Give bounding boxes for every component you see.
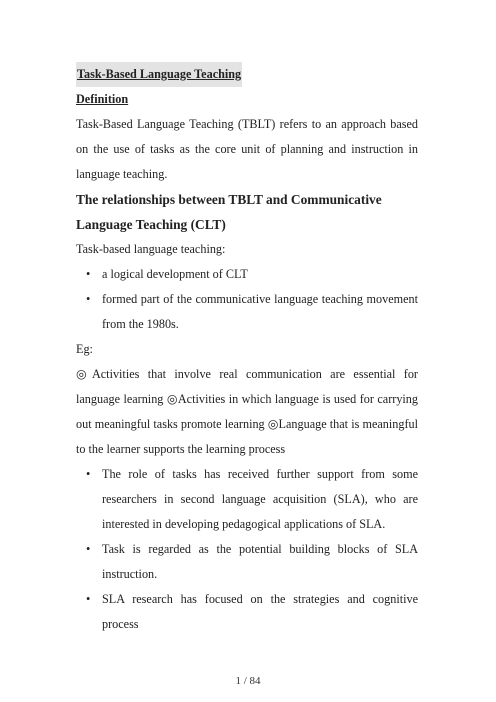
bullet-icon: • <box>86 542 91 556</box>
bullet-list-2 <box>76 462 418 637</box>
eg-text: ◎Activities that involve real communication are essential for language learning ◎Activities in which language is used for carrying out meaningful tasks promote learning ◎Language that is meaningful to the learner supports the learning process <box>76 367 418 456</box>
bullet-icon: • <box>86 292 91 306</box>
bullet-icon: • <box>86 267 91 281</box>
document-title: Task-Based Language Teaching <box>76 62 242 87</box>
page-number: 1 / 84 <box>235 675 261 687</box>
eg-label: Eg: <box>76 342 93 356</box>
list-item: • SLA research has focused on the strategies and cognitive process <box>76 587 418 637</box>
relationship-heading: The relationships between TBLT and Communicative Language Teaching (CLT) <box>76 192 382 232</box>
bullet-icon: • <box>86 592 91 606</box>
list-item: • a logical development of CLT <box>76 262 418 287</box>
list-item: • formed part of the communicative language teaching movement from the 1980s. <box>76 287 418 337</box>
tblt-intro: Task-based language teaching: <box>76 242 226 256</box>
definition-text: Task-Based Language Teaching (TBLT) refers to an approach based on the use of tasks as the core unit of planning and instruction in language teaching. <box>76 117 418 181</box>
bullet-list-1 <box>76 262 418 337</box>
bullet-icon: • <box>86 467 91 481</box>
list-item: • Task is regarded as the potential building blocks of SLA instruction. <box>76 537 418 587</box>
list-item: • The role of tasks has received further support from some researchers in second language acquisition (SLA), who are interested in developing pedagogical applications of SLA. <box>76 462 418 537</box>
definition-heading: Definition <box>76 92 129 106</box>
document-body <box>76 62 418 637</box>
